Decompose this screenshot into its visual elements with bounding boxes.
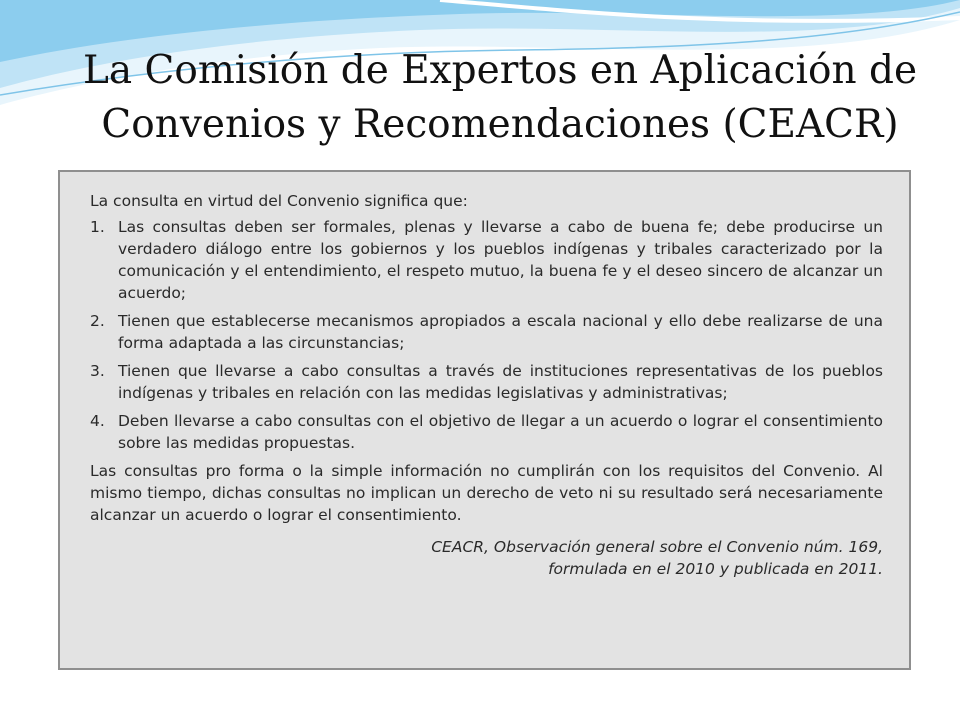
list-item [90, 216, 883, 304]
list-item [90, 310, 883, 354]
point-text: Deben llevarse a cabo consultas con el objetivo de llegar a un acuerdo o lograr el consentimiento sobre las medidas propuestas. [118, 412, 883, 452]
citation-line-2: formulada en el 2010 y publicada en 2011. [548, 560, 883, 578]
point-text: Las consultas deben ser formales, plenas y llevarse a cabo de buena fe; debe producirse un verdadero diálogo entre los gobiernos y los pueblos indígenas y tribales caracterizado por la comunicación y el entendimiento, el respeto mutuo, la buena fe y el deseo sincero de alcanzar un acuerdo; [118, 218, 883, 302]
point-number: 4. [90, 412, 105, 430]
list-item [90, 410, 883, 454]
citation-line-1: CEACR, Observación general sobre el Convenio núm. 169, [431, 538, 883, 556]
quote-intro: La consulta en virtud del Convenio significa que: [90, 192, 468, 210]
slide-title-line-1: La Comisión de Expertos en Aplicación de [82, 48, 918, 93]
closing-paragraph: Las consultas pro forma o la simple información no cumplirán con los requisitos del Convenio. Al mismo tiempo, dichas consultas no implican un derecho de veto ni su resultado será necesariamente alcanzar un acuerdo o lograr el consentimiento. [90, 462, 883, 524]
slide-title [40, 44, 960, 152]
point-number: 2. [90, 312, 105, 330]
point-text: Tienen que llevarse a cabo consultas a través de instituciones representativas de los pueblos indígenas y tribales en relación con las medidas legislativas y administrativas; [118, 362, 883, 402]
point-number: 1. [90, 218, 105, 236]
point-number: 3. [90, 362, 105, 380]
points-list [90, 216, 883, 454]
list-item [90, 360, 883, 404]
citation [90, 536, 883, 580]
point-text: Tienen que establecerse mecanismos apropiados a escala nacional y ello debe realizarse de una forma adaptada a las circunstancias; [118, 312, 883, 352]
quote-box [58, 170, 911, 670]
slide-title-line-2: Convenios y Recomendaciones (CEACR) [101, 102, 899, 147]
